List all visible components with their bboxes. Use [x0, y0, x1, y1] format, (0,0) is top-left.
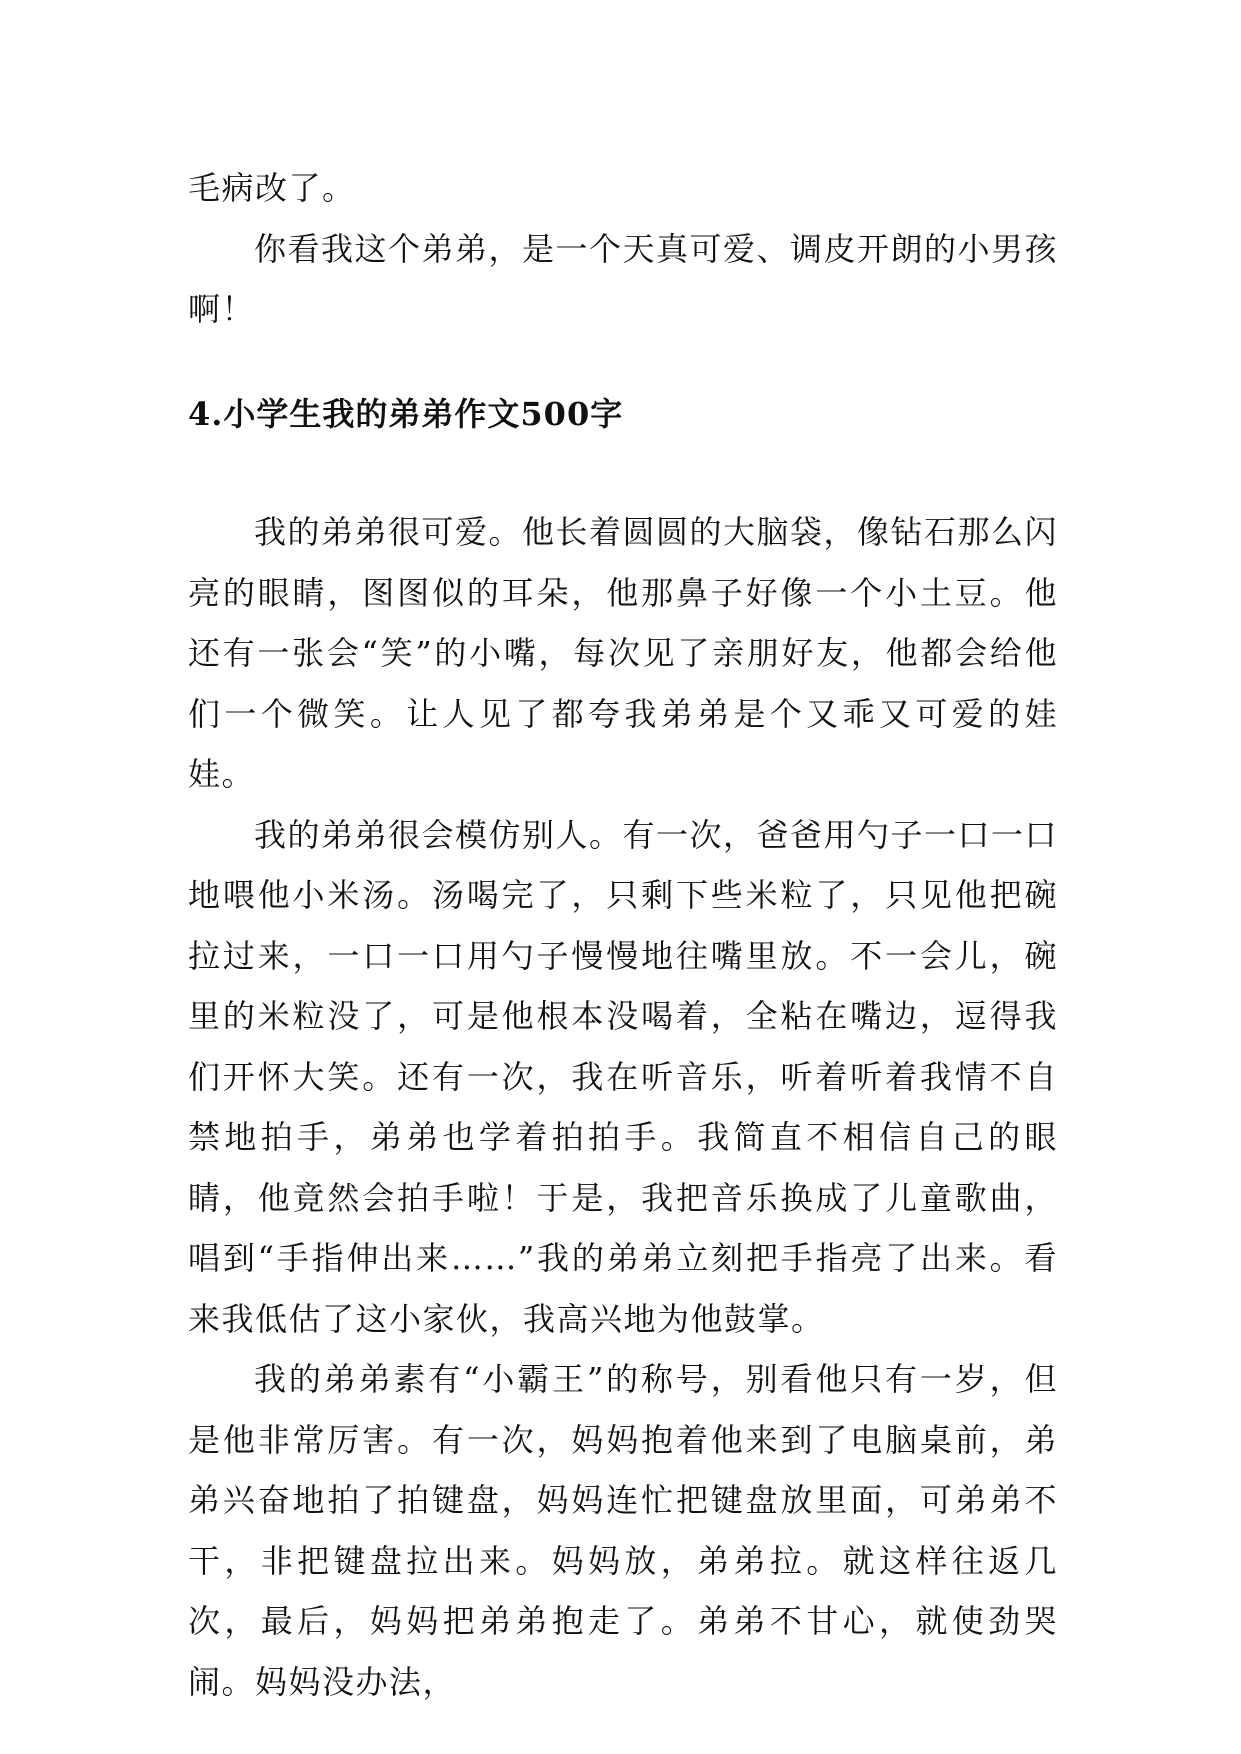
body-paragraph: 我的弟弟很会模仿别人。有一次，爸爸用勺子一口一口地喂他小米汤。汤喝完了，只剩下些米粒了，只见他把碗拉过来，一口一口用勺子慢慢地往嘴里放。不一会儿，碗里的米粒没了，可是他根本没喝着，全粘在嘴边，逗得我们开怀大笑。还有一次，我在听音乐，听着听着我情不自禁地拍手，弟弟也学着拍拍手。我简直不相信自己的眼睛，他竟然会拍手啦！于是，我把音乐换成了儿童歌曲，唱到“手指伸出来……”我的弟弟立刻把手指亮了出来。看来我低估了这小家伙，我高兴地为他鼓掌。 — [188, 815, 1059, 1338]
body-paragraph: 我的弟弟素有“小霸王”的称号，别看他只有一岁，但是他非常厉害。有一次，妈妈抱着他来到了电脑桌前，弟弟兴奋地拍了拍键盘，妈妈连忙把键盘放里面，可弟弟不干，非把键盘拉出来。妈妈放，弟弟拉。就这样往返几次，最后，妈妈把弟弟抱走了。弟弟不甘心，就使劲哭闹。妈妈没办法， — [188, 1360, 1058, 1701]
continued-paragraph: 毛病改了。 — [188, 169, 356, 207]
spacer — [188, 340, 1058, 384]
section-heading: 4.小学生我的弟弟作文500字 — [188, 394, 624, 433]
document-page — [188, 158, 1058, 1712]
spacer — [188, 444, 1058, 502]
closing-paragraph: 你看我这个弟弟，是一个天真可爱、调皮开朗的小男孩啊！ — [188, 229, 1059, 328]
body-paragraph: 我的弟弟很可爱。他长着圆圆的大脑袋，像钻石那么闪亮的眼睛，图图似的耳朵，他那鼻子好像一个小土豆。他还有一张会“笑”的小嘴，每次见了亲朋好友，他都会给他们一个微笑。让人见了都夸我弟弟是个又乖又可爱的娃娃。 — [188, 513, 1059, 793]
